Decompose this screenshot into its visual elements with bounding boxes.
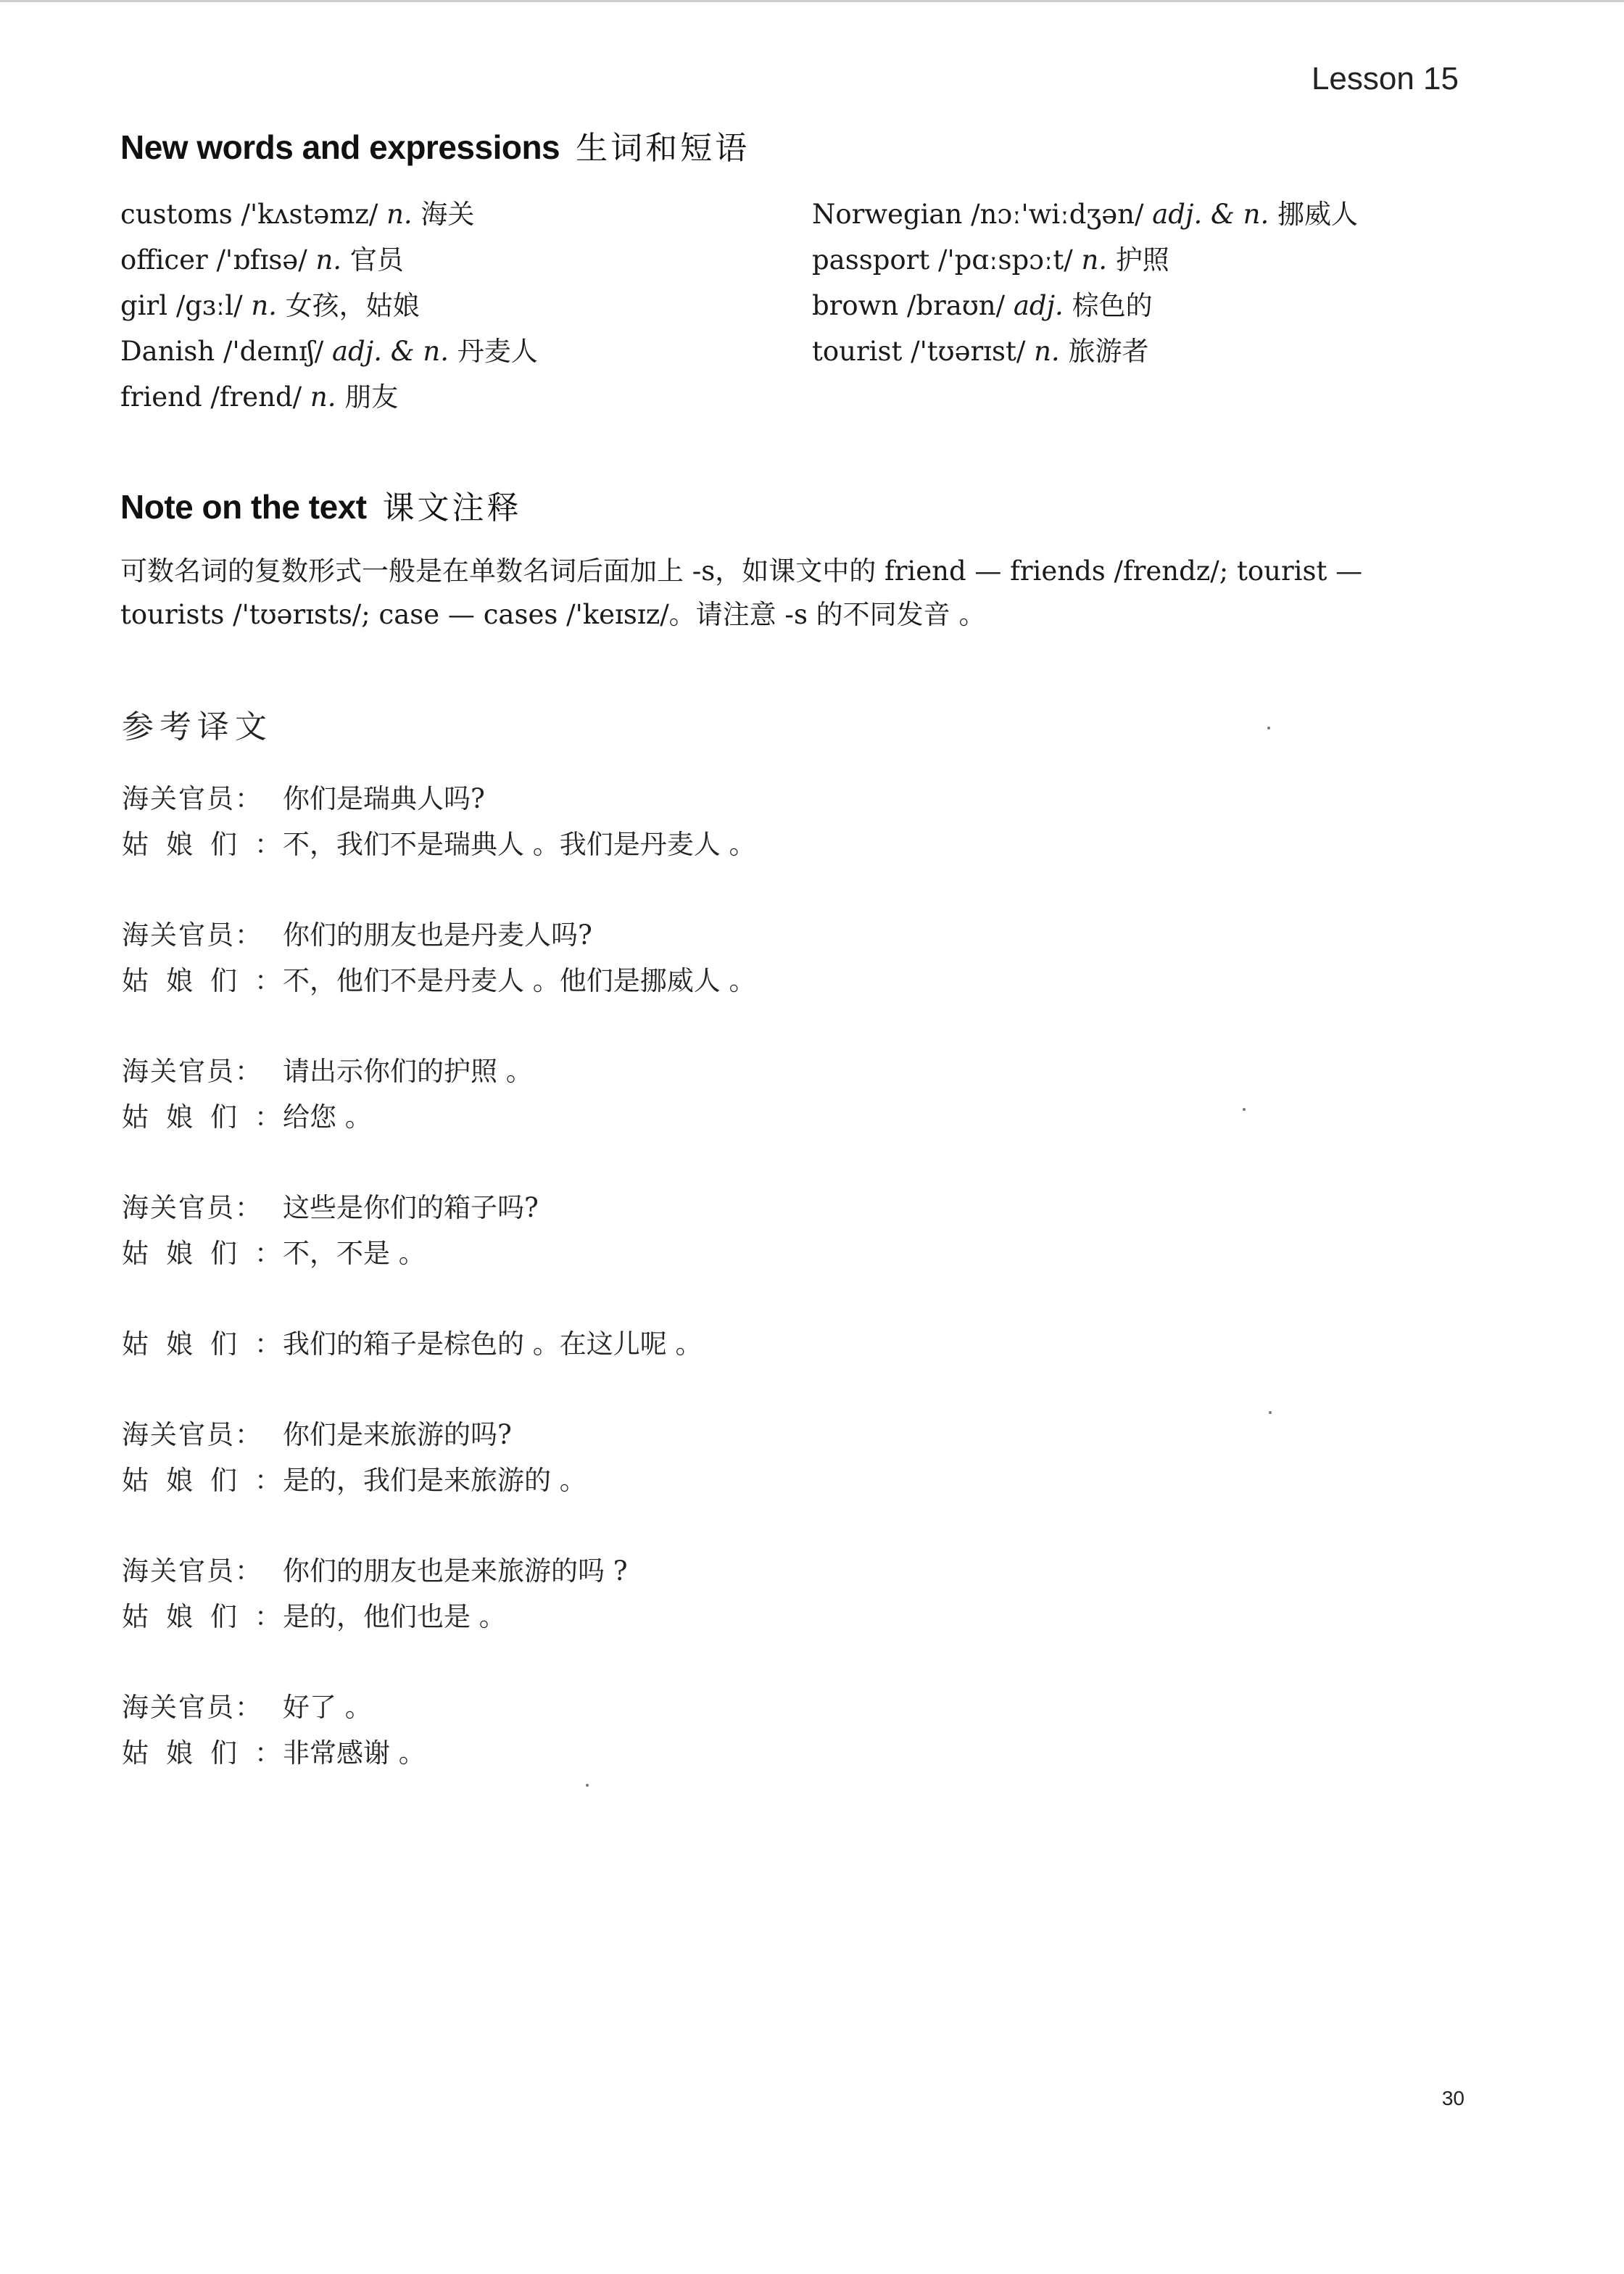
speaker-label: 海关官员： <box>122 1555 263 1587</box>
speaker-label: 海关官员： <box>122 782 263 814</box>
dialogue-line <box>122 1591 756 1637</box>
dialogue-line <box>122 955 756 1001</box>
vocab-list-left <box>120 191 538 420</box>
speaker-label: 姑娘们： <box>122 1464 299 1496</box>
dialogue-text: 我们的箱子是棕色的 。在这儿呢 。 <box>283 1328 703 1360</box>
dialogue-line <box>122 819 756 864</box>
dialogue-text: 不，我们不是瑞典人 。我们是丹麦人 。 <box>283 828 756 860</box>
dialogue-line <box>122 1228 756 1273</box>
speaker-label: 姑娘们： <box>122 1237 299 1269</box>
dialogue-text: 是的，他们也是 。 <box>283 1600 506 1632</box>
scan-speck <box>1269 1411 1272 1414</box>
dialogue-text: 你们的朋友也是来旅游的吗 ? <box>283 1555 628 1587</box>
vocab-item: girl /gɜːl/ n. 女孩，姑娘 <box>120 290 420 321</box>
dialogue-text: 给您 。 <box>283 1101 372 1133</box>
vocab-item: friend /frend/ n. 朋友 <box>120 381 399 413</box>
scan-speck <box>1243 1108 1246 1111</box>
dialogue-line <box>122 1091 756 1137</box>
note-line: 可数名词的复数形式一般是在单数名词后面加上 -s，如课文中的 friend — friends /frendz/; tourist — <box>120 555 1363 587</box>
dialogue-text: 是的，我们是来旅游的 。 <box>283 1464 587 1496</box>
dialogue-exchange <box>122 1409 756 1500</box>
dialogue-text: 好了 。 <box>283 1691 372 1723</box>
dialogue <box>122 773 756 1818</box>
new-words-heading <box>120 122 750 168</box>
dialogue-text: 不，不是 。 <box>283 1237 426 1269</box>
reference-title: 参考译文 <box>122 708 273 745</box>
new-words-title-en: New words and expressions <box>120 128 560 166</box>
dialogue-text: 你们是来旅游的吗? <box>283 1418 512 1450</box>
note-title-zh: 课文注释 <box>382 489 522 526</box>
dialogue-exchange <box>122 909 756 1001</box>
dialogue-text: 请出示你们的护照 。 <box>283 1055 533 1087</box>
dialogue-text: 这些是你们的箱子吗? <box>283 1191 539 1223</box>
speaker-label: 姑娘们： <box>122 828 299 860</box>
vocab-item: tourist /'tʊərɪst/ n. 旅游者 <box>812 336 1149 367</box>
speaker-label: 姑娘们： <box>122 964 299 996</box>
vocab-item: Danish /'deɪnɪʃ/ adj. & n. 丹麦人 <box>120 336 538 367</box>
speaker-label: 海关官员： <box>122 1418 263 1450</box>
dialogue-text: 你们的朋友也是丹麦人吗? <box>283 919 592 951</box>
dialogue-line <box>122 1046 756 1091</box>
dialogue-line <box>122 1455 756 1500</box>
dialogue-line <box>122 773 756 819</box>
dialogue-exchange <box>122 1182 756 1273</box>
dialogue-line <box>122 1409 756 1455</box>
dialogue-line <box>122 1727 756 1773</box>
new-words-title-zh: 生词和短语 <box>576 130 750 167</box>
dialogue-line <box>122 1545 756 1591</box>
page-number: 30 <box>1441 2087 1464 2109</box>
dialogue-line <box>122 1182 756 1228</box>
scan-speck <box>1267 727 1270 729</box>
dialogue-exchange <box>122 1682 756 1773</box>
vocab-item: Norwegian /nɔː'wiːdʒən/ adj. & n. 挪威人 <box>812 199 1359 230</box>
speaker-label: 海关官员： <box>122 1191 263 1223</box>
speaker-label: 姑娘们： <box>122 1328 299 1360</box>
speaker-label: 姑娘们： <box>122 1101 299 1133</box>
dialogue-line <box>122 909 756 955</box>
dialogue-exchange <box>122 1545 756 1637</box>
vocab-item: officer /'ɒfɪsə/ n. 官员 <box>120 244 404 276</box>
vocab-item: passport /'pɑːspɔːt/ n. 护照 <box>812 244 1169 276</box>
note-line: tourists /'tʊərɪsts/; case — cases /'keɪsɪz/。请注意 -s 的不同发音 。 <box>120 599 986 630</box>
speaker-label: 海关官员： <box>122 1055 263 1087</box>
scan-speck <box>586 1784 589 1787</box>
dialogue-exchange <box>122 1318 756 1364</box>
dialogue-exchange <box>122 1046 756 1137</box>
dialogue-text: 非常感谢 。 <box>283 1737 426 1769</box>
dialogue-line <box>122 1318 756 1364</box>
speaker-label: 海关官员： <box>122 919 263 951</box>
vocab-item: customs /'kʌstəmz/ n. 海关 <box>120 199 475 230</box>
top-rule <box>0 0 1624 2</box>
dialogue-exchange <box>122 773 756 864</box>
speaker-label: 海关官员： <box>122 1691 263 1723</box>
dialogue-text: 你们是瑞典人吗? <box>283 782 485 814</box>
vocab-item: brown /braʊn/ adj. 棕色的 <box>812 290 1153 321</box>
note-title-en: Note on the text <box>120 488 367 526</box>
note-body <box>120 550 1498 637</box>
speaker-label: 姑娘们： <box>122 1737 299 1769</box>
lesson-label: Lesson 15 <box>1311 61 1459 96</box>
note-heading <box>120 481 522 528</box>
vocab-list-right <box>812 191 1358 374</box>
speaker-label: 姑娘们： <box>122 1600 299 1632</box>
dialogue-line <box>122 1682 756 1727</box>
dialogue-text: 不，他们不是丹麦人 。他们是挪威人 。 <box>283 964 756 996</box>
